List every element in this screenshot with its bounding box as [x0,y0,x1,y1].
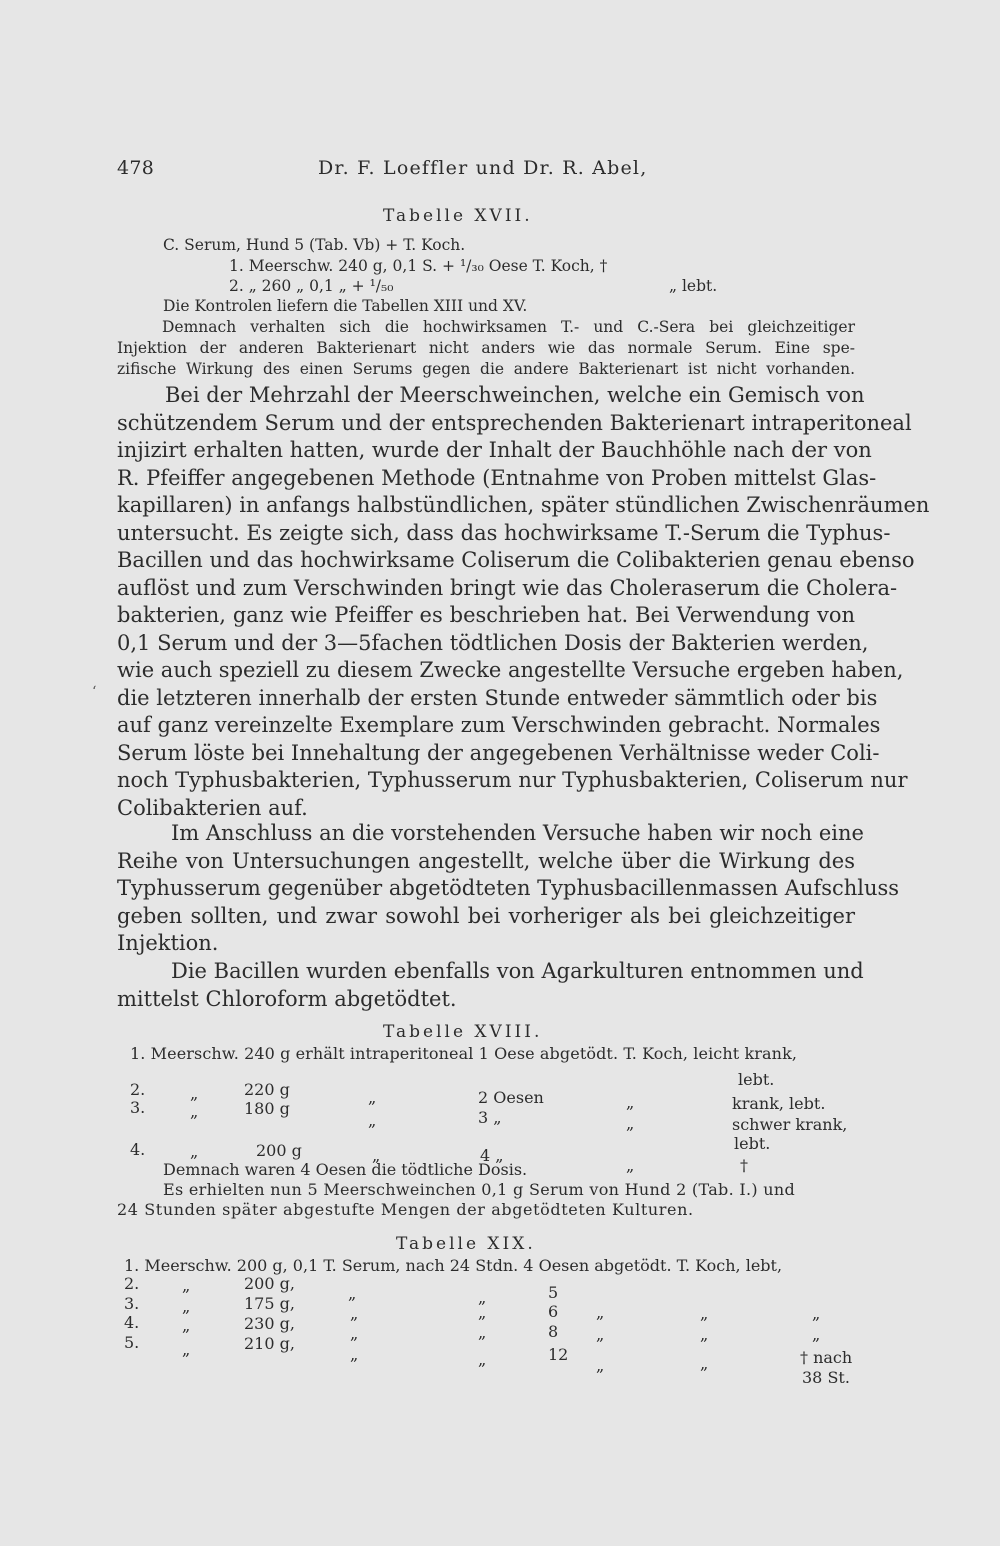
t19-ditto: „ [182,1297,191,1316]
t18-oesen: 3 „ [478,1108,502,1127]
t18-ditto: „ [626,1093,635,1112]
body-line: Injektion. [117,931,219,955]
t19-last-note: 38 St. [802,1368,850,1387]
t19-ditto: „ [182,1340,191,1359]
t19-num: 5. [124,1333,140,1352]
t19-ditto: „ [350,1345,359,1364]
t18-weight: 180 g [244,1099,290,1118]
t19-oesen: 8 [548,1322,559,1341]
table-17-controls: Die Kontrolen liefern die Tabellen XIII und XV. [163,297,528,315]
table-17-title: Tabelle XVII. [383,206,533,226]
table-17-row-2: 2. „ 260 „ 0,1 „ + ¹/₅₀ [229,277,394,295]
t19-weight: 210 g, [244,1334,295,1353]
page-number: 478 [117,157,155,179]
t19-ditto: „ [700,1354,709,1373]
body-line: injizirt erhalten hatten, wurde der Inhalt der Bauchhöhle nach der von [117,438,872,462]
table-18-note-2a: Es erhielten nun 5 Meerschweinchen 0,1 g Serum von Hund 2 (Tab. I.) und [163,1180,796,1199]
body-paragraph-2 [117,820,900,958]
t19-ditto: „ [182,1276,191,1295]
t19-num: 2. [124,1274,140,1293]
body-line: die letzteren innerhalb der ersten Stunde entweder sämmtlich oder bis [117,685,878,710]
t19-ditto: „ [596,1325,605,1344]
t19-ditto: „ [700,1325,709,1344]
body-line: Colibakterien auf. [117,795,308,820]
t19-num: 4. [124,1313,140,1332]
body-line: untersucht. Es zeigte sich, dass das hochwirksame T.-Serum die Typhus- [117,520,891,545]
t18-result: lebt. [734,1134,771,1153]
t18-result: schwer krank, [732,1115,848,1134]
t19-result: „ [812,1304,821,1323]
table-18-row-1-cont: lebt. [738,1070,775,1089]
t18-ditto: „ [372,1146,381,1165]
t18-num: 4. [130,1140,146,1159]
t18-oesen: 2 Oesen [478,1088,544,1107]
body-line: wie auch speziell zu diesem Zwecke angestellte Versuche ergeben haben, [117,658,904,682]
t19-ditto: „ [348,1284,357,1303]
t19-ditto: „ [478,1350,487,1369]
t18-ditto: „ [190,1142,199,1161]
t19-ditto: „ [700,1304,709,1323]
table-19-row-1: 1. Meerschw. 200 g, 0,1 T. Serum, nach 24 Stdn. 4 Oesen abgetödt. T. Koch, lebt, [124,1256,783,1275]
summary-line: zifische Wirkung des einen Serums gegen die andere Bakterienart ist nicht vorhanden. [117,360,855,378]
body-line: Reihe von Untersuchungen angestellt, welche über die Wirkung des [117,848,855,873]
running-title: Dr. F. Loeffler und Dr. R. Abel, [318,157,648,179]
t18-ditto: „ [626,1114,635,1133]
t18-ditto: „ [368,1111,377,1130]
body-paragraph-1 [117,382,930,822]
summary-line: Injektion der anderen Bakterienart nicht anders wie das normale Serum. Eine spe- [117,339,855,357]
t19-ditto: „ [350,1324,359,1343]
body-line: Bei der Mehrzahl der Meerschweinchen, welche ein Gemisch von [165,383,865,407]
t19-ditto: „ [596,1303,605,1322]
t18-ditto: „ [626,1156,635,1175]
body-line: Bacillen und das hochwirksame Coliserum die Colibakterien genau ebenso [117,548,915,572]
t18-ditto: „ [190,1084,199,1103]
table-17-line-c: C. Serum, Hund 5 (Tab. Vb) + T. Koch. [163,236,466,254]
t19-ditto: „ [478,1303,487,1322]
body-line: Serum löste bei Innehaltung der angegebenen Verhältnisse weder Coli- [117,740,880,765]
t18-num: 3. [130,1098,146,1117]
t19-ditto: „ [182,1316,191,1335]
body-line: Im Anschluss an die vorstehenden Versuche haben wir noch eine [171,821,864,845]
table-17-row-2-result: „ lebt. [669,277,718,295]
t19-oesen: 5 [548,1283,559,1302]
body-line: auflöst und zum Verschwinden bringt wie das Choleraserum die Cholera- [117,575,898,600]
t19-ditto: „ [478,1323,487,1342]
body-paragraph-3 [117,958,864,1013]
table-18-note-2b: 24 Stunden später abgestufte Mengen der abgetödteten Kulturen. [117,1200,694,1219]
table-19-title: Tabelle XIX. [396,1234,536,1254]
t19-result: † nach [800,1348,853,1367]
body-line: Die Bacillen wurden ebenfalls von Agarkulturen entnommen und [171,959,864,983]
table-18-row-1: 1. Meerschw. 240 g erhält intraperitoneal 1 Oese abgetödt. T. Koch, leicht krank, [130,1044,798,1063]
body-line: noch Typhusbakterien, Typhusserum nur Typhusbakterien, Coliserum nur [117,768,908,792]
t19-ditto: „ [478,1288,487,1307]
body-line: mittelst Chloroform abgetödtet. [117,986,457,1011]
table-18-note-1: Demnach waren 4 Oesen die tödtliche Dosis. [163,1160,528,1179]
t19-weight: 230 g, [244,1314,295,1333]
t19-result: „ [812,1325,821,1344]
t19-ditto: „ [596,1356,605,1375]
summary-line: Demnach verhalten sich die hochwirksamen T.- und C.-Sera bei gleichzeitiger [162,318,855,336]
summary-paragraph [117,317,855,380]
margin-mark: ‘ [92,684,97,700]
t19-oesen: 6 [548,1302,559,1321]
body-line: 0,1 Serum und der 3—5fachen tödtlichen Dosis der Bakterien werden, [117,630,869,655]
t18-result: † [740,1156,748,1175]
body-line: geben sollten, und zwar sowohl bei vorheriger als bei gleichzeitiger [117,903,855,928]
t19-ditto: „ [350,1304,359,1323]
body-line: Typhusserum gegenüber abgetödteten Typhusbacillenmassen Aufschluss [117,876,900,900]
t19-oesen: 12 [548,1345,569,1364]
table-18-title: Tabelle XVIII. [383,1022,543,1042]
t19-num: 3. [124,1294,140,1313]
table-17-row-1: 1. Meerschw. 240 g, 0,1 S. + ¹/₃₀ Oese T. Koch, † [229,257,608,275]
t18-num: 2. [130,1080,146,1099]
t18-weight: 220 g [244,1080,290,1099]
t18-ditto: „ [368,1088,377,1107]
body-line: auf ganz vereinzelte Exemplare zum Verschwinden gebracht. Normales [117,713,881,737]
body-line: bakterien, ganz wie Pfeiffer es beschrieben hat. Bei Verwendung von [117,603,855,627]
body-line: R. Pfeiffer angegebenen Methode (Entnahme von Proben mittelst Glas- [117,465,877,490]
t18-oesen: 4 „ [480,1146,504,1165]
t18-ditto: „ [190,1102,199,1121]
t19-weight: 175 g, [244,1294,295,1313]
body-line: schützendem Serum und der entsprechenden Bakterienart intraperitoneal [117,410,912,435]
t18-result: krank, lebt. [732,1094,826,1113]
t19-weight: 200 g, [244,1274,295,1293]
body-line: kapillaren) in anfangs halbstündlichen, später stündlichen Zwischenräumen [117,493,930,517]
t18-weight: 200 g [256,1141,302,1160]
